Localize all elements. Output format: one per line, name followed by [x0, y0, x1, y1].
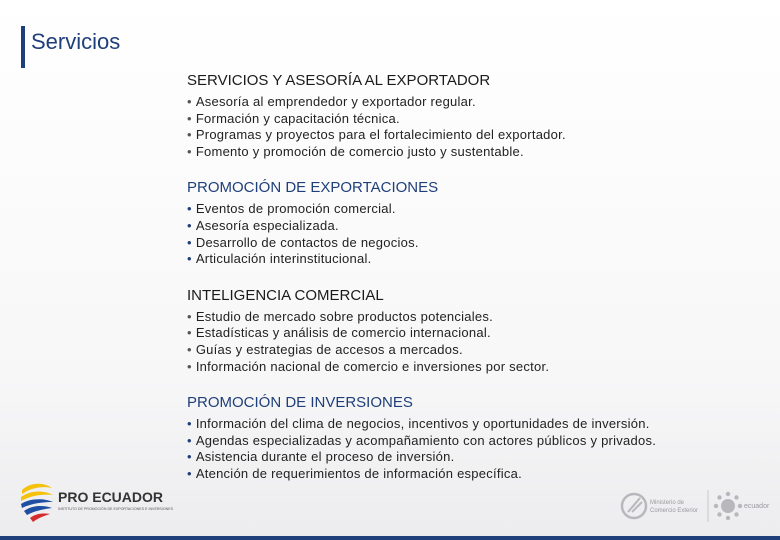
bullet-icon: •	[187, 217, 192, 233]
list-item: • Asesoría especializada.	[187, 217, 339, 233]
ministerio-logo	[620, 486, 710, 526]
list-item: • Asesoría al emprendedor y exportador regular.	[187, 94, 476, 109]
section-heading: SERVICIOS Y ASESORÍA AL EXPORTADOR	[187, 72, 491, 89]
bullet-list	[187, 416, 767, 482]
section-heading: PROMOCIÓN DE EXPORTACIONES	[187, 179, 439, 197]
bullet-icon: •	[187, 110, 192, 126]
section-promocion-exportaciones	[187, 179, 767, 267]
list-item: • Estadísticas y análisis de comercio internacional.	[187, 325, 491, 341]
list-item: • Desarrollo de contactos de negocios.	[187, 234, 419, 250]
bullet-icon: •	[187, 341, 192, 357]
bullet-icon: •	[187, 201, 192, 217]
list-item: • Información nacional de comercio e inversiones por sector.	[187, 358, 550, 374]
list-item: • Fomento y promoción de comercio justo y sustentable.	[187, 143, 524, 159]
ministerio-text: Ministerio de	[650, 500, 685, 506]
list-item: • Eventos de promoción comercial.	[187, 201, 396, 217]
list-item: • Agendas especializadas y acompañamiento con actores públicos y privados.	[187, 432, 657, 448]
bullet-list	[187, 309, 767, 375]
list-item: • Estudio de mercado sobre productos potenciales.	[187, 308, 494, 324]
bullet-icon: •	[187, 465, 192, 481]
page-title: Servicios	[31, 29, 121, 54]
ecuador-brand-logo	[710, 486, 770, 526]
list-item: • Información del clima de negocios, incentivos y oportunidades de inversión.	[187, 416, 650, 432]
section-inteligencia-comercial	[187, 287, 767, 375]
list-item: • Programas y proyectos para el fortalecimiento del exportador.	[187, 127, 566, 143]
list-item: • Articulación interinstitucional.	[187, 251, 372, 267]
proecuador-logo	[18, 480, 174, 524]
bottom-stripe	[0, 536, 780, 540]
bullet-icon: •	[187, 432, 192, 448]
list-item: • Guías y estrategias de accesos a mercados.	[187, 341, 463, 357]
bullet-icon: •	[187, 143, 192, 159]
ecuador-text: ecuador	[744, 503, 770, 510]
bullet-icon: •	[187, 251, 192, 267]
list-item: • Asistencia durante el proceso de inversión.	[187, 449, 455, 465]
bullet-list	[187, 94, 767, 160]
logo-subtitle: INSTITUTO DE PROMOCIÓN DE EXPORTACIONES E INVERSIONES	[58, 507, 174, 511]
bullet-icon: •	[187, 358, 192, 374]
title-accent-bar	[21, 26, 25, 68]
logo-text: PRO ECUADOR	[58, 489, 164, 505]
bullet-icon: •	[187, 416, 192, 432]
ecuador-sun-icon	[714, 492, 742, 520]
bullet-icon: •	[187, 308, 192, 324]
bullet-icon: •	[187, 325, 192, 341]
bullet-icon: •	[187, 449, 192, 465]
list-item: • Formación y capacitación técnica.	[187, 110, 400, 126]
ministerio-text-2: Comercio Exterior	[650, 508, 699, 514]
flag-swoosh-icon	[21, 484, 53, 522]
section-heading: PROMOCIÓN DE INVERSIONES	[187, 394, 413, 412]
section-heading: INTELIGENCIA COMERCIAL	[187, 286, 384, 304]
bullet-icon: •	[187, 234, 192, 250]
bullet-list	[187, 201, 767, 267]
bullet-icon: •	[187, 127, 192, 143]
bullet-icon: •	[187, 94, 192, 109]
list-item: • Atención de requerimientos de información específica.	[187, 465, 522, 481]
section-promocion-inversiones	[187, 394, 767, 482]
section-servicios	[187, 72, 767, 160]
services-content	[187, 72, 767, 502]
